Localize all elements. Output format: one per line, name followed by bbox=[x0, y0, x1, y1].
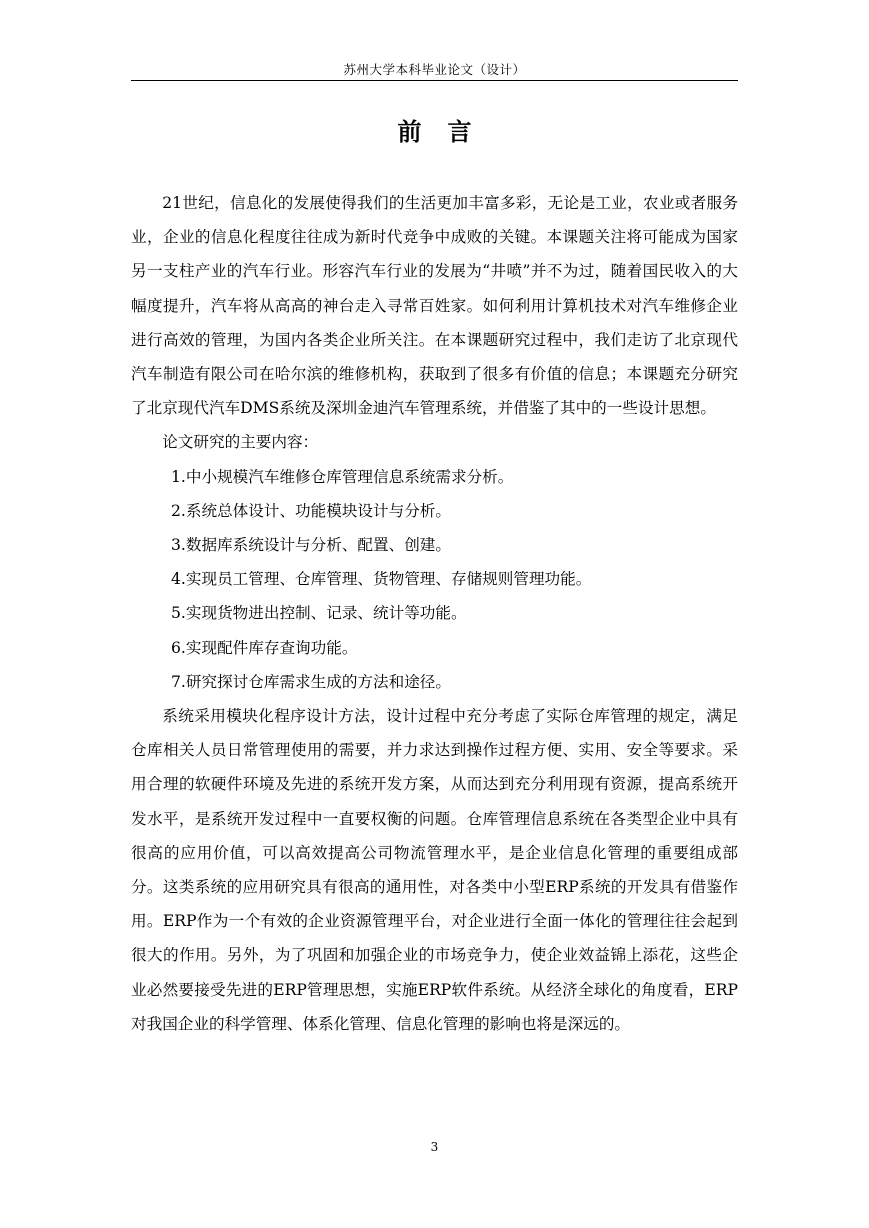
page-number: 3 bbox=[430, 1140, 439, 1154]
list-item: 4.实现员工管理、仓库管理、货物管理、存储规则管理功能。 bbox=[171, 570, 592, 589]
list-item: 3.数据库系统设计与分析、配置、创建。 bbox=[171, 536, 451, 555]
header-rule bbox=[131, 80, 738, 81]
contents-lead: 论文研究的主要内容： bbox=[162, 433, 319, 452]
list-item: 5.实现货物进出控制、记录、统计等功能。 bbox=[171, 604, 467, 623]
list-item: 7.研究探讨仓库需求生成的方法和途径。 bbox=[171, 672, 451, 691]
list-item: 1.中小规模汽车维修仓库管理信息系统需求分析。 bbox=[171, 467, 514, 486]
closing-paragraph: 系统采用模块化程序设计方法，设计过程中充分考虑了实际仓库管理的规定，满足仓库相关人员日常管理使用的需要，并力求达到操作过程方便、实用、安全等要求。采用合理的软硬件环境及先进的系统开发方案，从而达到充分利用现有资源，提高系统开发水平，是系统开发过程中一直要权衡的问题。仓库管理信息系统在各类型企业中具有很高的应用价值，可以高效提高公司物流管理水平，是企业信息化管理的重要组成部分。这类系统的应用研究具有很高的通用性，对各类中小型ERP系统的开发具有借鉴作用。ERP作为一个有效的企业资源管理平台，对企业进行全面一体化的管理往往会起到很大的作用。另外，为了巩固和加强企业的市场竞争力，使企业效益锦上添花，这些企业必然要接受先进的ERP管理思想，实施ERP软件系统。从经济全球化的角度看，ERP对我国企业的科学管理、体系化管理、信息化管理的影响也将是深远的。 bbox=[131, 707, 738, 1033]
list-item: 6.实现配件库存查询功能。 bbox=[171, 638, 358, 657]
running-header: 苏州大学本科毕业论文（设计） bbox=[343, 62, 526, 77]
page-title: 前言 bbox=[397, 117, 498, 146]
body-text bbox=[131, 186, 738, 1041]
intro-paragraph: 21世纪，信息化的发展使得我们的生活更加丰富多彩，无论是工业，农业或者服务业，企业的信息化程度往往成为新时代竞争中成败的关键。本课题关注将可能成为国家另一支柱产业的汽车行业。形容汽车行业的发展为“井喷”并不为过，随着国民收入的大幅度提升，汽车将从高高的神台走入寻常百姓家。如何利用计算机技术对汽车维修企业进行高效的管理，为国内各类企业所关注。在本课题研究过程中，我们走访了北京现代汽车制造有限公司在哈尔滨的维修机构，获取到了很多有价值的信息；本课题充分研究了北京现代汽车DMS系统及深圳金迪汽车管理系统，并借鉴了其中的一些设计思想。 bbox=[131, 194, 738, 418]
list-item: 2.系统总体设计、功能模块设计与分析。 bbox=[171, 501, 451, 520]
